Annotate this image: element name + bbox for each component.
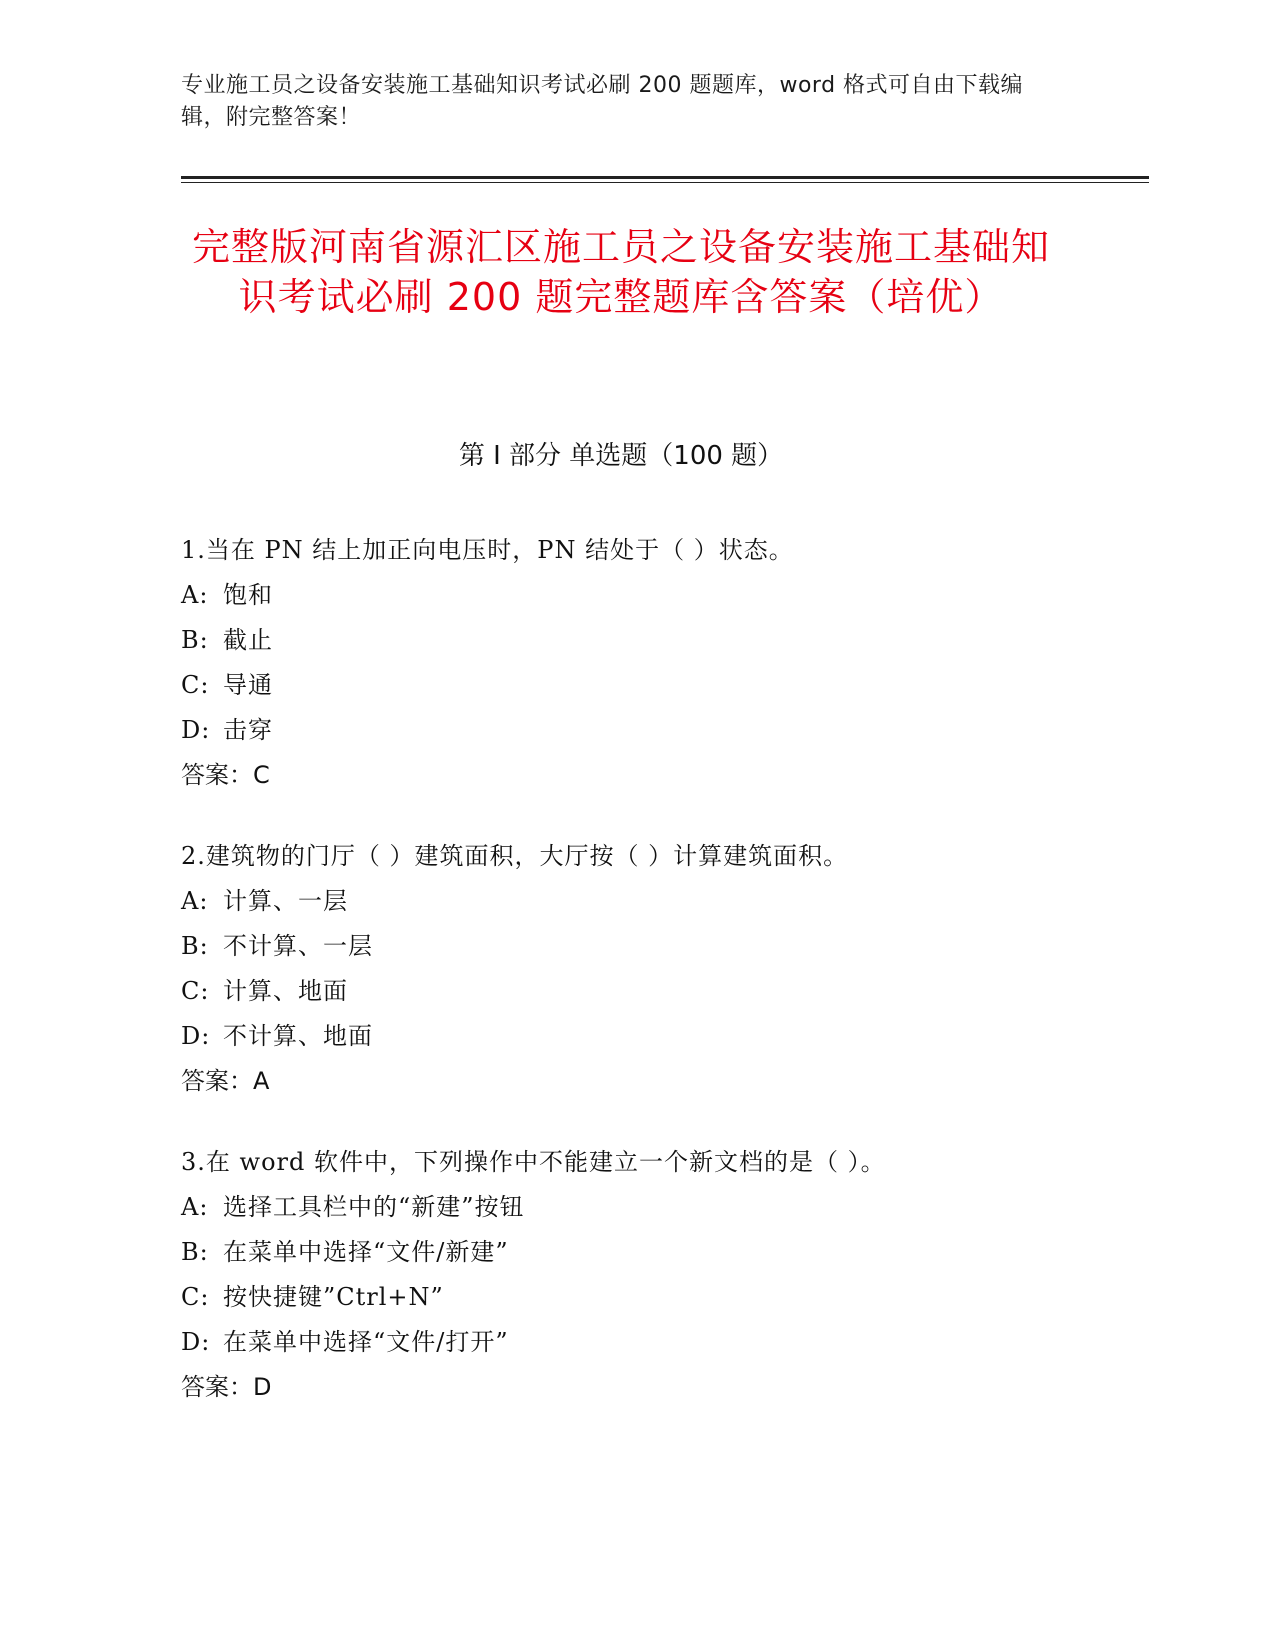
option-text: 在菜单中选择“文件/新建” (223, 1238, 509, 1266)
option-letter: D: (181, 1022, 211, 1050)
header-divider-thin (181, 182, 1149, 183)
option-text: 不计算、地面 (223, 1022, 373, 1050)
option-a[interactable] (181, 879, 1081, 924)
header-divider-thick (181, 176, 1149, 179)
option-d[interactable] (181, 1014, 1081, 1059)
option-c[interactable] (181, 969, 1081, 1014)
option-text: 不计算、一层 (223, 932, 373, 960)
option-a[interactable] (181, 1185, 1081, 1230)
option-letter: C: (181, 1283, 210, 1311)
question-1 (181, 528, 1081, 798)
option-letter: A: (181, 1193, 209, 1221)
option-letter: C: (181, 977, 210, 1005)
option-letter: B: (181, 626, 209, 654)
document-title: 完整版河南省源汇区施工员之设备安装施工基础知识考试必刷 200 题完整题库含答案（培优） (191, 225, 1050, 319)
option-letter: A: (181, 887, 209, 915)
option-text: 截止 (223, 626, 273, 654)
option-b[interactable] (181, 924, 1081, 969)
option-letter: B: (181, 932, 209, 960)
option-letter: D: (181, 716, 211, 744)
option-c[interactable] (181, 663, 1081, 708)
question-list (181, 528, 1081, 1446)
option-text: 饱和 (223, 581, 273, 609)
option-text: 计算、地面 (223, 977, 348, 1005)
option-text: 按快捷键”Ctrl+N” (223, 1283, 444, 1311)
option-letter: C: (181, 671, 210, 699)
option-text: 在菜单中选择“文件/打开” (223, 1328, 509, 1356)
option-d[interactable] (181, 1320, 1081, 1365)
question-stem: 3.在 word 软件中，下列操作中不能建立一个新文档的是（ ）。 (181, 1148, 886, 1176)
option-d[interactable] (181, 708, 1081, 753)
option-text: 击穿 (223, 716, 273, 744)
option-letter: D: (181, 1328, 211, 1356)
option-c[interactable] (181, 1275, 1081, 1320)
option-b[interactable] (181, 618, 1081, 663)
option-letter: B: (181, 1238, 209, 1266)
answer-line: 答案：C (181, 761, 270, 789)
question-2 (181, 834, 1081, 1104)
option-letter: A: (181, 581, 209, 609)
option-text: 选择工具栏中的“新建”按钮 (223, 1193, 525, 1221)
answer-line: 答案：D (181, 1373, 272, 1401)
option-b[interactable] (181, 1230, 1081, 1275)
question-stem: 2.建筑物的门厅（ ）建筑面积，大厅按（ ）计算建筑面积。 (181, 842, 849, 870)
question-3 (181, 1140, 1081, 1410)
option-text: 计算、一层 (223, 887, 348, 915)
section-heading: 第 I 部分 单选题（100 题） (458, 441, 784, 471)
question-stem: 1.当在 PN 结上加正向电压时，PN 结处于（ ）状态。 (181, 536, 794, 564)
option-text: 导通 (223, 671, 273, 699)
answer-line: 答案：A (181, 1067, 270, 1095)
option-a[interactable] (181, 573, 1081, 618)
header-note: 专业施工员之设备安装施工基础知识考试必刷 200 题题库，word 格式可自由下载编辑，附完整答案！ (181, 73, 1024, 130)
